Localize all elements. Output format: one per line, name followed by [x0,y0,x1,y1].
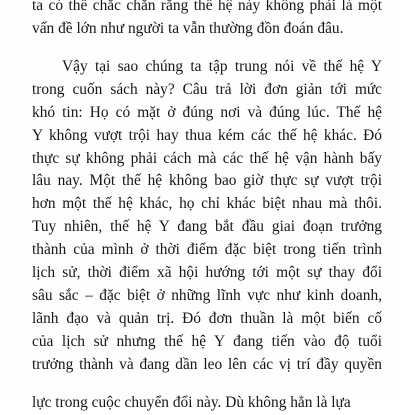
text-line: lâu nay. Một thế hệ không bao giờ thực sự vượt trội [32,172,382,190]
paragraph-why-gen-y [32,56,382,376]
text-line: sâu sắc – đặc biệt ở những lĩnh vực như kinh doanh, [32,286,382,304]
text-line: trưởng thành và đang dần leo lên các vị trí đầy quyền [32,355,382,373]
text-line: lịch sử, thời điểm xã hội hướng tới một sự thay đổi [32,264,382,282]
text-line: trong cuốn sách này? Câu trả lời đơn giản tới mức [32,80,382,98]
text-line: Tuy nhiên, thế hệ Y đang bắt đầu giai đoạn trưởng [32,218,382,236]
text-line-cut-off: lực trong cuộc chuyển đổi này. Dù không hẳn là lựa [32,394,351,411]
text-line: vấn đề lớn như người ta vẫn thường đồn đoán đâu. [32,19,344,37]
text-line: Vậy tại sao chúng ta tập trung nói về thế hệ Y [62,58,382,75]
text-line: của lịch sử nhưng thế hệ Y đang tiến vào độ tuổi [32,332,382,350]
text-line: khó tin: Họ có mặt ở đúng nơi và đúng lúc. Thế hệ [32,103,382,121]
paragraph-continuation [32,0,382,41]
text-line: thực sự không phải cách mà các thế hệ vận hành bấy [32,149,382,167]
text-line: hơn một thế hệ khác, họ chỉ khác biệt nhau mà thôi. [32,195,382,213]
text-line: thành của mình ở thời điểm đặc biệt trong tiến trình [32,241,382,259]
text-line: Y không vượt trội hay thua kém các thế hệ khác. Đó [32,126,382,144]
text-line: ta có thể chắc chắn rằng thế hệ này không phải là một [32,0,382,14]
text-line: lãnh đạo và quản trị. Đó đơn thuần là một biến cố [32,309,382,327]
